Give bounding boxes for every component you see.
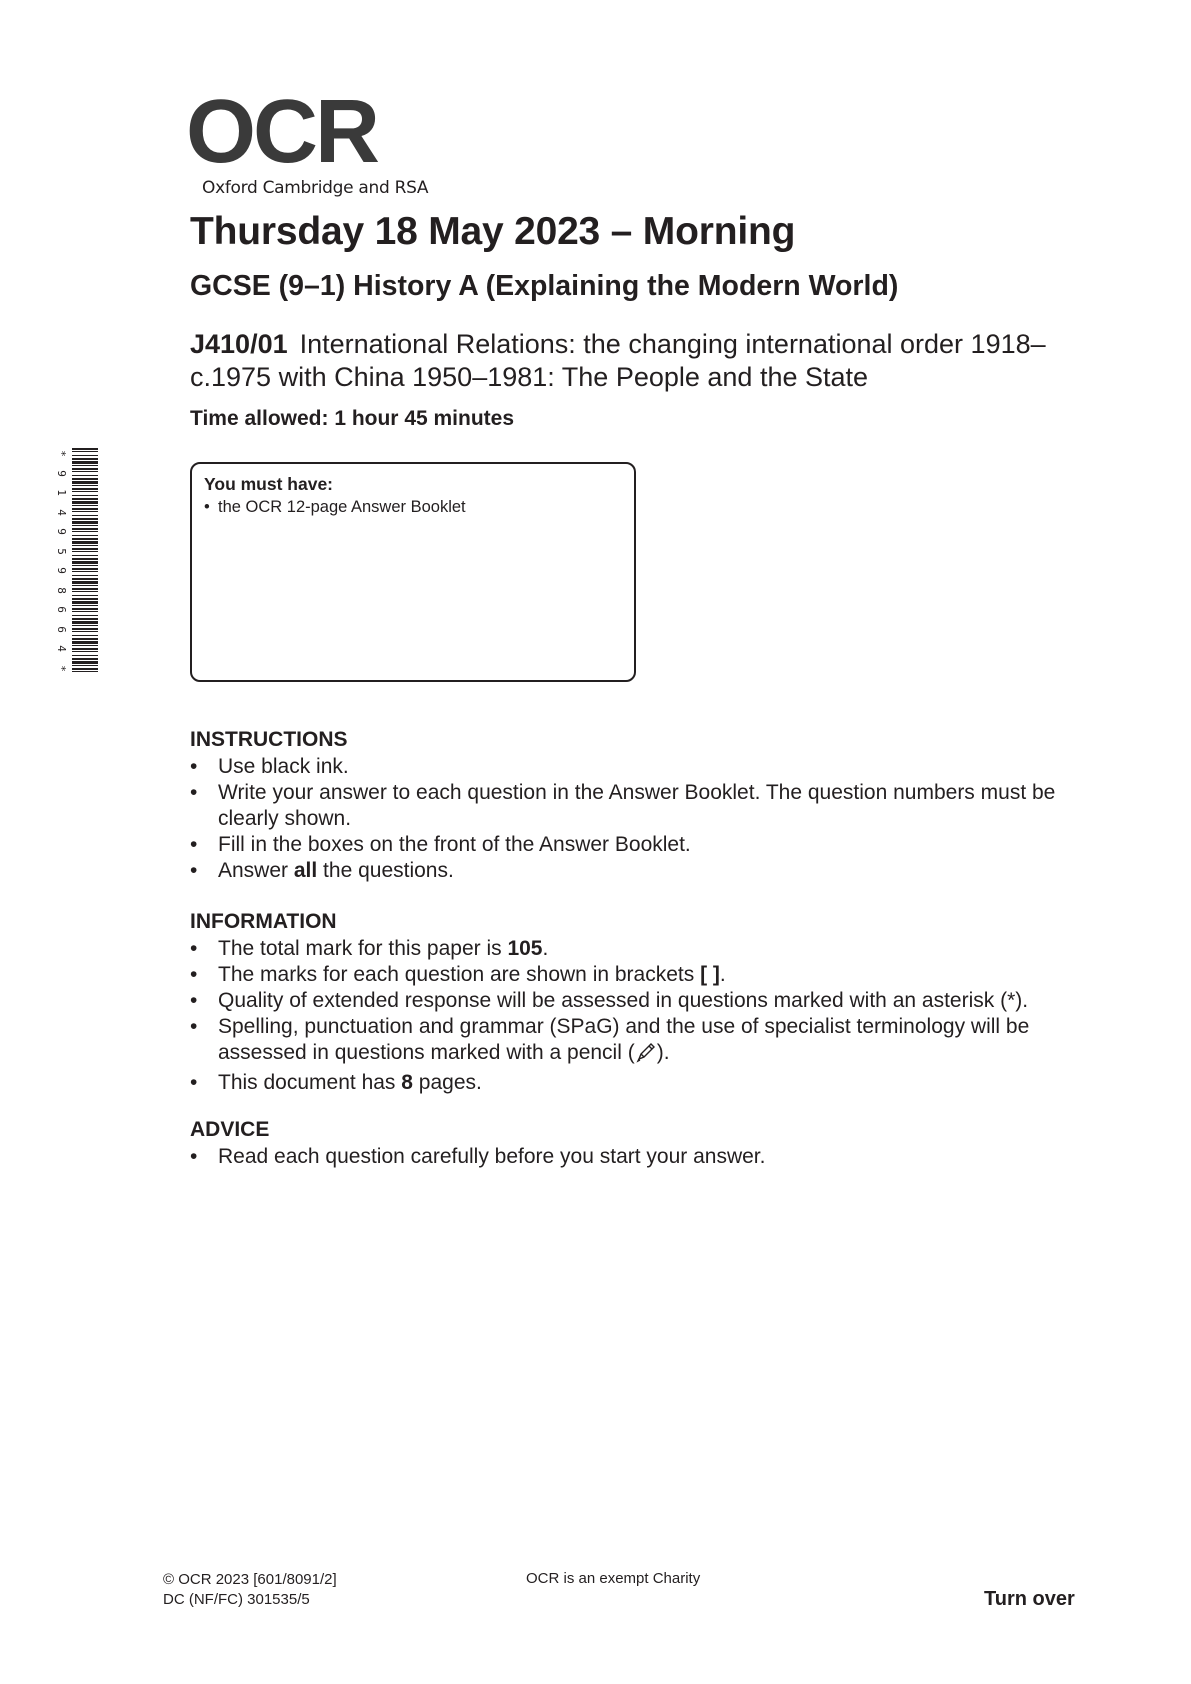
list-item [190,1070,1090,1096]
barcode-bar [72,488,98,490]
brackets-symbol: [ ] [700,963,720,986]
barcode-bar [72,631,98,632]
text-segment: The total mark for this paper is [218,937,508,960]
list-item: • Write your answer to each question in the Answer Booklet. The question numbers must be clearly shown. [190,780,1090,832]
text-segment: pages. [412,1071,482,1094]
list-item [190,936,1090,962]
barcode-bar [72,531,98,532]
barcode-bar [72,641,98,644]
qualification-title: GCSE (9–1) History A (Explaining the Modern World) [190,270,899,302]
barcode-bar [72,565,98,566]
barcode-bar [72,501,98,504]
barcode-bar [72,605,98,606]
list-item [190,1014,1090,1070]
barcode-bar [72,558,98,560]
barcode-bar [72,575,98,576]
turn-over-label: Turn over [984,1588,1075,1610]
copyright-text: © OCR 2023 [601/8091/2] [163,1571,337,1588]
barcode-bar [72,505,98,506]
barcode-digit: * [54,665,68,672]
barcode-bar [72,521,98,524]
list-item: • Fill in the boxes on the front of the Answer Booklet. [190,832,1090,858]
barcode-bar [72,518,98,520]
barcode-bars [72,448,98,674]
barcode-bar [72,555,98,556]
barcode-bar [72,601,98,604]
barcode-digit: 8 [54,586,68,594]
barcode-bar [72,551,98,552]
advice-list [190,1144,1090,1170]
text-segment: This document has [218,1071,402,1094]
barcode-bar [72,525,98,526]
barcode-digit: * [54,450,68,457]
barcode-bar [72,561,98,564]
barcode-bar [72,535,98,536]
barcode-bar [72,541,98,544]
information-section [190,910,1090,1096]
advice-section [190,1118,1090,1170]
barcode-digit: 6 [54,625,68,633]
emphasis-text: all [293,859,318,882]
footer-left [163,1570,337,1610]
barcode-bar [72,658,98,660]
barcode-bar [72,511,98,512]
barcode-bar [72,458,98,460]
exam-date-title: Thursday 18 May 2023 – Morning [190,210,796,253]
barcode-bar [72,611,98,612]
barcode-bar [72,598,98,600]
barcode-bar [72,621,98,624]
pencil-icon [635,1041,657,1070]
barcode-bar [72,471,98,472]
barcode-bar [72,645,98,646]
text-segment: Answer [218,859,294,882]
barcode-bar [72,591,98,592]
barcode-bar [72,595,98,596]
barcode-bar [72,465,98,466]
total-mark: 105 [507,937,543,960]
barcode-digits [54,448,68,674]
must-have-box [190,462,636,682]
document-code: DC (NF/FC) 301535/5 [163,1591,310,1608]
information-title: INFORMATION [190,910,337,933]
paper-title: International Relations: the changing international order 1918–c.1975 with China 1950–1981: The People and the State [190,329,1046,392]
text-segment: The marks for each question are shown in brackets [218,963,701,986]
barcode-digit: 1 [54,489,68,496]
ocr-logo [186,82,450,198]
barcode-bar [72,468,98,470]
barcode-digit: 9 [54,469,68,477]
barcode-bar [72,578,98,580]
barcode-bar [72,485,98,486]
barcode-bar [72,581,98,584]
text-segment: Spelling, punctuation and grammar (SPaG) and the use of specialist terminology will be assessed in questions marked with a pencil ( [218,1015,1030,1064]
barcode-bar [72,635,98,636]
barcode-bar [72,615,98,616]
time-allowed: Time allowed: 1 hour 45 minutes [190,407,515,430]
barcode-bar [72,475,98,476]
barcode-bar [72,515,98,516]
barcode-bar [72,478,98,480]
page-count: 8 [401,1071,413,1094]
barcode-digit: 5 [54,547,68,555]
barcode-bar [72,608,98,610]
must-have-item: • the OCR 12-page Answer Booklet [204,498,622,517]
list-item: • Quality of extended response will be assessed in questions marked with an asterisk (*). [190,988,1090,1014]
barcode-bar [72,538,98,540]
list-item [190,962,1090,988]
list-item: • Use black ink. [190,754,1090,780]
barcode-bar [72,491,98,492]
barcode-bar [72,545,98,546]
barcode-bar [72,625,98,626]
barcode-bar [72,661,98,664]
barcode-bar [72,508,98,510]
logo-tagline: Oxford Cambridge and RSA [202,178,429,198]
barcode-bar [72,455,98,456]
instructions-list [190,754,1090,884]
barcode-bar [72,618,98,620]
advice-title: ADVICE [190,1118,270,1141]
barcode-digit: 9 [54,528,68,535]
barcode [52,448,98,674]
barcode-bar [72,628,98,630]
barcode-bar [72,655,98,656]
list-item [190,858,1090,884]
barcode-bar [72,448,98,450]
charity-text: OCR is an exempt Charity [526,1570,701,1587]
barcode-bar [72,451,98,452]
barcode-bar [72,585,98,586]
barcode-bar [72,528,98,530]
instructions-section [190,728,1090,884]
barcode-bar [72,568,98,570]
instructions-title: INSTRUCTIONS [190,728,348,751]
barcode-bar [72,481,98,484]
text-segment: . [542,937,549,960]
barcode-digit: 4 [54,508,68,516]
list-item: • Read each question carefully before you start your answer. [190,1144,1090,1170]
text-segment: . [719,963,726,986]
text-segment: ). [656,1041,670,1064]
paper-heading [190,328,1110,394]
barcode-bar [72,671,98,672]
barcode-bar [72,571,98,572]
barcode-digit: 9 [54,567,68,574]
barcode-bar [72,665,98,666]
barcode-bar [72,495,98,496]
must-have-title: You must have: [204,474,334,494]
barcode-digit: 4 [54,645,68,653]
barcode-bar [72,461,98,464]
barcode-bar [72,548,98,550]
barcode-bar [72,498,98,500]
text-segment: the questions. [317,859,454,882]
barcode-bar [72,651,98,652]
barcode-bar [72,668,98,670]
barcode-bar [72,638,98,640]
barcode-bar [72,588,98,590]
information-list [190,936,1090,1096]
barcode-digit: 6 [54,606,68,614]
paper-code: J410/01 [190,329,288,359]
barcode-bar [72,648,98,650]
logo-mark: OCR [186,82,377,182]
